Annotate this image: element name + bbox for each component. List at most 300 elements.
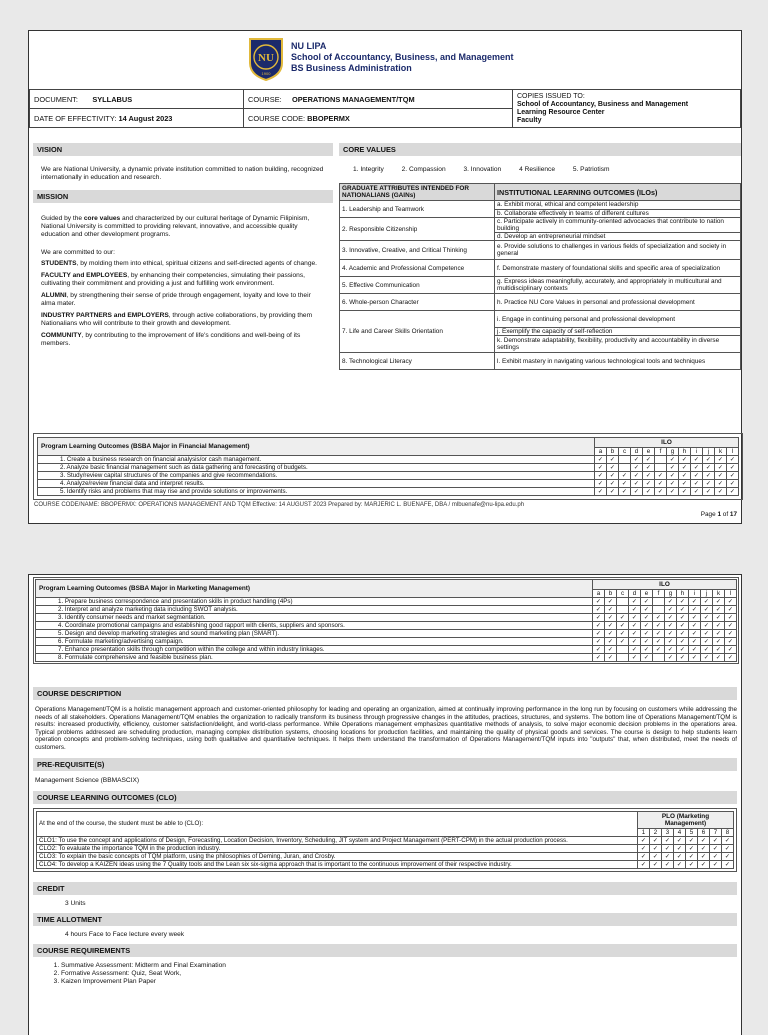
check-mark: ✓ bbox=[686, 852, 698, 860]
check-mark: ✓ bbox=[629, 646, 641, 654]
check-mark: ✓ bbox=[725, 606, 737, 614]
check-mark: ✓ bbox=[701, 614, 713, 622]
time-allotment-title: TIME ALLOTMENT bbox=[33, 913, 737, 926]
time-allotment-text: 4 hours Face to Face lecture every week bbox=[65, 930, 185, 938]
clo-text: CLO1: To use the concept and applications of Design, Forecasting, Location Decision, Inventory, Scheduling, JIT system and Project Management (PERT-CPM) in the actual production process. bbox=[37, 836, 638, 844]
requirements-list bbox=[33, 957, 737, 986]
plo-column-group: ILO bbox=[593, 580, 737, 590]
table-row bbox=[36, 606, 737, 614]
check-mark: ✓ bbox=[689, 646, 701, 654]
check-mark: ✓ bbox=[722, 860, 734, 868]
clo-table bbox=[36, 811, 734, 869]
plo-column-label: i bbox=[689, 590, 701, 598]
check-mark: ✓ bbox=[679, 464, 691, 472]
check-mark: ✓ bbox=[655, 472, 667, 480]
ilo-item: c. Participate actively in community-oriented advocacies that contribute to nation building bbox=[495, 218, 741, 233]
check-mark: ✓ bbox=[691, 464, 703, 472]
plo-column-label: j bbox=[703, 448, 715, 456]
course-description-title: COURSE DESCRIPTION bbox=[33, 687, 737, 700]
plo-outcome-text: 4. Analyze/review financial data and interpret results. bbox=[38, 480, 595, 488]
check-mark: ✓ bbox=[710, 860, 722, 868]
core-values-section bbox=[339, 143, 741, 184]
check-mark: ✓ bbox=[727, 464, 739, 472]
check-mark: ✓ bbox=[710, 852, 722, 860]
core-value: 2. Compassion bbox=[401, 166, 446, 173]
plo-financial-box bbox=[33, 433, 743, 500]
check-mark: ✓ bbox=[701, 654, 713, 662]
nu-seal-logo bbox=[247, 37, 285, 81]
check-mark: ✓ bbox=[722, 836, 734, 844]
check-mark: ✓ bbox=[631, 480, 643, 488]
document-label: DOCUMENT: bbox=[34, 94, 78, 104]
check-mark: ✓ bbox=[665, 606, 677, 614]
plo-column-group: ILO bbox=[595, 438, 739, 448]
check-mark: ✓ bbox=[691, 488, 703, 496]
plo-column-label: b bbox=[605, 590, 617, 598]
vision-mission-column bbox=[33, 143, 333, 349]
check-mark: ✓ bbox=[698, 836, 710, 844]
check-mark: ✓ bbox=[595, 472, 607, 480]
gains-attribute: 1. Leadership and Teamwork bbox=[340, 201, 495, 218]
gains-attribute: 3. Innovative, Creative, and Critical Thinking bbox=[340, 241, 495, 260]
clo-text: CLO4: To develop a KAIZEN ideas using the 7 Quality tools and the Lean six six-sigma approach that is important to the continuous improvement of their respective industry. bbox=[37, 860, 638, 868]
check-mark: ✓ bbox=[677, 638, 689, 646]
program-name: BS Business Administration bbox=[291, 63, 412, 73]
mission-title: MISSION bbox=[33, 190, 333, 203]
plo-marketing-table bbox=[35, 579, 737, 662]
check-mark: ✓ bbox=[638, 844, 650, 852]
empty-cell bbox=[655, 456, 667, 464]
syllabus-page-2 bbox=[28, 574, 742, 1035]
table-row bbox=[37, 836, 734, 844]
requirement-item: 2. Formative Assessment: Quiz, Seat Work, bbox=[61, 970, 737, 978]
effectivity-label: DATE OF EFFECTIVITY: bbox=[34, 113, 117, 123]
check-mark: ✓ bbox=[703, 472, 715, 480]
table-row bbox=[38, 472, 739, 480]
check-mark: ✓ bbox=[641, 614, 653, 622]
plo-column-label: l bbox=[727, 448, 739, 456]
check-mark: ✓ bbox=[595, 480, 607, 488]
mission-item: ALUMNI, by strengthening their sense of pride through engagement, loyalty and love to their alma mater. bbox=[41, 292, 311, 307]
check-mark: ✓ bbox=[727, 488, 739, 496]
check-mark: ✓ bbox=[662, 852, 674, 860]
page-number: Page 1 of 17 bbox=[700, 511, 737, 518]
check-mark: ✓ bbox=[701, 646, 713, 654]
table-row bbox=[36, 598, 737, 606]
check-mark: ✓ bbox=[643, 472, 655, 480]
check-mark: ✓ bbox=[703, 456, 715, 464]
check-mark: ✓ bbox=[641, 606, 653, 614]
mission-item: INDUSTRY PARTNERS and EMPLOYERS, through active collaborations, by providing them Nationalians who will contribute to their growth and development. bbox=[41, 312, 313, 327]
check-mark: ✓ bbox=[619, 480, 631, 488]
check-mark: ✓ bbox=[643, 480, 655, 488]
syllabus-page-1 bbox=[28, 30, 742, 524]
check-mark: ✓ bbox=[725, 598, 737, 606]
check-mark: ✓ bbox=[595, 456, 607, 464]
check-mark: ✓ bbox=[650, 844, 662, 852]
check-mark: ✓ bbox=[701, 606, 713, 614]
table-row bbox=[37, 852, 734, 860]
plo-outcome-text: 5. Identify risks and problems that may rise and provide solutions or improvements. bbox=[38, 488, 595, 496]
plo-column-label: l bbox=[725, 590, 737, 598]
table-row bbox=[38, 488, 739, 496]
check-mark: ✓ bbox=[713, 646, 725, 654]
check-mark: ✓ bbox=[617, 638, 629, 646]
check-mark: ✓ bbox=[689, 614, 701, 622]
check-mark: ✓ bbox=[665, 622, 677, 630]
gains-attribute: 4. Academic and Professional Competence bbox=[340, 260, 495, 277]
check-mark: ✓ bbox=[703, 480, 715, 488]
check-mark: ✓ bbox=[607, 464, 619, 472]
gains-header: GRADUATE ATTRIBUTES INTENDED FOR NATIONALIANS (GAINs) bbox=[340, 184, 495, 201]
plo-column-label: b bbox=[607, 448, 619, 456]
plo-outcome-text: 1. Create a business research on financial analysis/or cash management. bbox=[38, 456, 595, 464]
check-mark: ✓ bbox=[679, 480, 691, 488]
check-mark: ✓ bbox=[715, 480, 727, 488]
check-mark: ✓ bbox=[662, 836, 674, 844]
check-mark: ✓ bbox=[593, 630, 605, 638]
check-mark: ✓ bbox=[710, 836, 722, 844]
check-mark: ✓ bbox=[667, 480, 679, 488]
check-mark: ✓ bbox=[593, 614, 605, 622]
ilo-item: i. Engage in continuing personal and professional development bbox=[495, 311, 741, 328]
requirement-item: 3. Kaizen Improvement Plan Paper bbox=[61, 978, 737, 986]
check-mark: ✓ bbox=[665, 654, 677, 662]
check-mark: ✓ bbox=[593, 598, 605, 606]
check-mark: ✓ bbox=[725, 638, 737, 646]
check-mark: ✓ bbox=[703, 464, 715, 472]
check-mark: ✓ bbox=[638, 836, 650, 844]
check-mark: ✓ bbox=[643, 464, 655, 472]
ilo-item: l. Exhibit mastery in navigating various technological tools and techniques bbox=[495, 353, 741, 370]
plo-outcome-text: 5. Design and develop marketing strategies and sound marketing plan (SMART). bbox=[36, 630, 593, 638]
plo-column-label: f bbox=[655, 448, 667, 456]
plo-column-label: a bbox=[595, 448, 607, 456]
check-mark: ✓ bbox=[605, 654, 617, 662]
check-mark: ✓ bbox=[691, 480, 703, 488]
plo-column-label: c bbox=[619, 448, 631, 456]
table-row bbox=[36, 622, 737, 630]
gains-attribute: 2. Responsible Citizenship bbox=[340, 218, 495, 241]
check-mark: ✓ bbox=[629, 638, 641, 646]
check-mark: ✓ bbox=[641, 646, 653, 654]
check-mark: ✓ bbox=[691, 472, 703, 480]
check-mark: ✓ bbox=[650, 852, 662, 860]
course-value: OPERATIONS MANAGEMENT/TQM bbox=[291, 94, 415, 104]
ilo-item: a. Exhibit moral, ethical and competent leadership bbox=[495, 201, 741, 210]
check-mark: ✓ bbox=[722, 844, 734, 852]
check-mark: ✓ bbox=[595, 464, 607, 472]
check-mark: ✓ bbox=[619, 472, 631, 480]
clo-plo-number: 4 bbox=[674, 828, 686, 836]
svg-text:1900: 1900 bbox=[261, 71, 271, 76]
check-mark: ✓ bbox=[691, 456, 703, 464]
copies-recipient: Faculty bbox=[517, 116, 542, 124]
core-value: 1. Integrity bbox=[353, 166, 384, 173]
check-mark: ✓ bbox=[713, 614, 725, 622]
org-name: NU LIPA bbox=[291, 41, 327, 51]
clo-title: COURSE LEARNING OUTCOMES (CLO) bbox=[33, 791, 737, 804]
plo-outcome-text: 1. Prepare business correspondence and presentation skills in product handling (4Ps) bbox=[36, 598, 593, 606]
clo-plo-header: PLO (Marketing Management) bbox=[638, 811, 734, 828]
check-mark: ✓ bbox=[605, 638, 617, 646]
check-mark: ✓ bbox=[629, 598, 641, 606]
copies-label: COPIES ISSUED TO: bbox=[517, 92, 585, 100]
plo-column-label: d bbox=[631, 448, 643, 456]
vision-title: VISION bbox=[33, 143, 333, 156]
mission-text: Guided by the core values and characterized by our cultural heritage of Dynamic Filipinism, National University is committed to providing relevant, innovative, and accessible quality education and other development programs. bbox=[41, 215, 310, 238]
check-mark: ✓ bbox=[641, 630, 653, 638]
table-row bbox=[36, 654, 737, 662]
check-mark: ✓ bbox=[593, 654, 605, 662]
check-mark: ✓ bbox=[593, 638, 605, 646]
plo-table-title: Program Learning Outcomes (BSBA Major in Marketing Management) bbox=[36, 580, 593, 598]
plo-outcome-text: 8. Formulate comprehensive and feasible business plan. bbox=[36, 654, 593, 662]
check-mark: ✓ bbox=[662, 844, 674, 852]
plo-column-label: e bbox=[643, 448, 655, 456]
core-value: 5. Patriotism bbox=[572, 166, 610, 173]
clo-plo-number: 2 bbox=[650, 828, 662, 836]
check-mark: ✓ bbox=[665, 638, 677, 646]
empty-cell bbox=[653, 598, 665, 606]
prereq-title: PRE-REQUISITE(S) bbox=[33, 758, 737, 771]
gains-attribute: 7. Life and Career Skills Orientation bbox=[340, 311, 495, 353]
check-mark: ✓ bbox=[643, 488, 655, 496]
check-mark: ✓ bbox=[727, 456, 739, 464]
check-mark: ✓ bbox=[725, 646, 737, 654]
check-mark: ✓ bbox=[605, 622, 617, 630]
check-mark: ✓ bbox=[674, 860, 686, 868]
check-mark: ✓ bbox=[629, 622, 641, 630]
check-mark: ✓ bbox=[686, 844, 698, 852]
ilo-item: g. Express ideas meaningfully, accurately, and appropriately in multicultural and multidisciplinary contexts bbox=[495, 277, 741, 294]
table-row bbox=[36, 630, 737, 638]
check-mark: ✓ bbox=[665, 630, 677, 638]
check-mark: ✓ bbox=[686, 836, 698, 844]
check-mark: ✓ bbox=[631, 456, 643, 464]
check-mark: ✓ bbox=[715, 456, 727, 464]
check-mark: ✓ bbox=[631, 472, 643, 480]
check-mark: ✓ bbox=[677, 646, 689, 654]
check-mark: ✓ bbox=[653, 646, 665, 654]
document-info-table bbox=[29, 89, 741, 128]
check-mark: ✓ bbox=[689, 622, 701, 630]
mission-committed: We are committed to our: bbox=[41, 249, 115, 256]
effectivity-value: 14 August 2023 bbox=[118, 113, 173, 123]
check-mark: ✓ bbox=[665, 598, 677, 606]
ilo-item: k. Demonstrate adaptability, flexibility, productivity and accountability in diverse settings bbox=[495, 336, 741, 353]
core-value: 3. Innovation bbox=[463, 166, 502, 173]
table-row bbox=[36, 638, 737, 646]
check-mark: ✓ bbox=[619, 488, 631, 496]
check-mark: ✓ bbox=[593, 646, 605, 654]
core-values-title: CORE VALUES bbox=[339, 143, 741, 156]
plo-column-label: h bbox=[679, 448, 691, 456]
check-mark: ✓ bbox=[650, 836, 662, 844]
check-mark: ✓ bbox=[679, 472, 691, 480]
table-row bbox=[37, 844, 734, 852]
check-mark: ✓ bbox=[713, 622, 725, 630]
check-mark: ✓ bbox=[713, 654, 725, 662]
check-mark: ✓ bbox=[677, 622, 689, 630]
check-mark: ✓ bbox=[698, 844, 710, 852]
check-mark: ✓ bbox=[655, 480, 667, 488]
check-mark: ✓ bbox=[674, 836, 686, 844]
check-mark: ✓ bbox=[689, 598, 701, 606]
clo-box bbox=[33, 808, 737, 872]
check-mark: ✓ bbox=[631, 464, 643, 472]
check-mark: ✓ bbox=[605, 646, 617, 654]
check-mark: ✓ bbox=[617, 622, 629, 630]
document-value: SYLLABUS bbox=[92, 94, 133, 104]
plo-outcome-text: 2. Analyze basic financial management such as data gathering and forecasting of budgets. bbox=[38, 464, 595, 472]
ilo-item: j. Exemplify the capacity of self-reflection bbox=[495, 328, 741, 336]
check-mark: ✓ bbox=[686, 860, 698, 868]
check-mark: ✓ bbox=[715, 472, 727, 480]
check-mark: ✓ bbox=[679, 456, 691, 464]
svg-text:NU: NU bbox=[258, 52, 274, 64]
check-mark: ✓ bbox=[638, 852, 650, 860]
check-mark: ✓ bbox=[607, 488, 619, 496]
check-mark: ✓ bbox=[725, 630, 737, 638]
course-label: COURSE: bbox=[248, 94, 282, 104]
empty-cell bbox=[617, 606, 629, 614]
check-mark: ✓ bbox=[607, 480, 619, 488]
ilo-item: e. Provide solutions to challenges in various fields of specialization and society in general bbox=[495, 241, 741, 260]
gains-attribute: 8. Technological Literacy bbox=[340, 353, 495, 370]
check-mark: ✓ bbox=[629, 606, 641, 614]
check-mark: ✓ bbox=[713, 638, 725, 646]
check-mark: ✓ bbox=[638, 860, 650, 868]
check-mark: ✓ bbox=[607, 472, 619, 480]
check-mark: ✓ bbox=[605, 614, 617, 622]
gains-ilo-table bbox=[339, 183, 741, 370]
plo-column-label: d bbox=[629, 590, 641, 598]
page-footer: COURSE CODE/NAME: BBOPERMX: OPERATIONS MANAGEMENT AND TQM Effective: 14 AUGUST 2023 Prepared by: MARJERIC L. BUENAFE, DBA / mlbuenafe@nu-lipa.edu.ph bbox=[34, 502, 525, 508]
check-mark: ✓ bbox=[653, 630, 665, 638]
check-mark: ✓ bbox=[607, 456, 619, 464]
empty-cell bbox=[655, 464, 667, 472]
check-mark: ✓ bbox=[629, 630, 641, 638]
plo-column-label: j bbox=[701, 590, 713, 598]
check-mark: ✓ bbox=[667, 488, 679, 496]
check-mark: ✓ bbox=[689, 606, 701, 614]
check-mark: ✓ bbox=[653, 638, 665, 646]
course-info-section bbox=[33, 687, 737, 986]
course-description-text: Operations Management/TQM is a holistic management approach and customer-oriented philosophy for leading and operating an organization, aimed at continually improving performance in the long run by focusing on customers while addressing the needs of all stakeholders. Operations Management/TQM enables the organization to radically transform its business through progressive changes in the attitudes, practices, structures, and systems. The bottom line of Operations Management/TQM is results: increased productivity, efficiency, customer satisfaction/delight, and world-class performance. While Operations management emphasizes quantitative methods of analysis, to solve major economic decision problems in the operations area. Typical problems addressed are scheduling production, managing complex distribution systems, choosing locations for production facilities, and maintaining the quality of physical goods and services. The course is design to help students learn operation concepts and problem-solving techniques, using both qualitative and quantitative techniques. It helps them understand the transformation of Operations Management/TQM inputs into "outputs" that, when distributed, meet the needs of customers. bbox=[35, 706, 737, 751]
empty-cell bbox=[617, 646, 629, 654]
clo-plo-number: 5 bbox=[686, 828, 698, 836]
check-mark: ✓ bbox=[595, 488, 607, 496]
empty-cell bbox=[617, 598, 629, 606]
check-mark: ✓ bbox=[713, 606, 725, 614]
plo-column-label: f bbox=[653, 590, 665, 598]
check-mark: ✓ bbox=[665, 646, 677, 654]
check-mark: ✓ bbox=[641, 598, 653, 606]
check-mark: ✓ bbox=[593, 606, 605, 614]
plo-table-title: Program Learning Outcomes (BSBA Major in Financial Management) bbox=[38, 438, 595, 456]
plo-column-label: h bbox=[677, 590, 689, 598]
credit-text: 3 Units bbox=[65, 899, 86, 907]
mission-item: STUDENTS, by molding them into ethical, spiritual citizens and self-directed agents of change. bbox=[41, 260, 317, 267]
check-mark: ✓ bbox=[655, 488, 667, 496]
gains-attribute: 5. Effective Communication bbox=[340, 277, 495, 294]
check-mark: ✓ bbox=[703, 488, 715, 496]
table-row bbox=[37, 860, 734, 868]
check-mark: ✓ bbox=[641, 638, 653, 646]
plo-outcome-text: 7. Enhance presentation skills through competition within the college and within industry linkages. bbox=[36, 646, 593, 654]
check-mark: ✓ bbox=[631, 488, 643, 496]
gains-attribute: 6. Whole-person Character bbox=[340, 294, 495, 311]
plo-column-label: k bbox=[715, 448, 727, 456]
check-mark: ✓ bbox=[677, 630, 689, 638]
vision-text: We are National University, a dynamic private institution committed to nation building, recognized internationally in education and research. bbox=[41, 166, 324, 181]
check-mark: ✓ bbox=[727, 480, 739, 488]
check-mark: ✓ bbox=[641, 622, 653, 630]
check-mark: ✓ bbox=[677, 598, 689, 606]
ilo-header: INSTITUTIONAL LEARNING OUTCOMES (ILOs) bbox=[495, 184, 741, 201]
plo-outcome-text: 3. Identify consumer needs and market segmentation. bbox=[36, 614, 593, 622]
clo-plo-number: 8 bbox=[722, 828, 734, 836]
check-mark: ✓ bbox=[674, 844, 686, 852]
plo-column-label: i bbox=[691, 448, 703, 456]
prereq-text: Management Science (BBMASCIX) bbox=[35, 776, 140, 784]
plo-outcome-text: 3. Study/review capital structures of the companies and give recommendations. bbox=[38, 472, 595, 480]
ilo-item: h. Practice NU Core Values in personal and professional development bbox=[495, 294, 741, 311]
plo-financial-table bbox=[37, 437, 739, 496]
check-mark: ✓ bbox=[643, 456, 655, 464]
check-mark: ✓ bbox=[650, 860, 662, 868]
check-mark: ✓ bbox=[653, 622, 665, 630]
check-mark: ✓ bbox=[641, 654, 653, 662]
core-values-list bbox=[339, 156, 741, 184]
check-mark: ✓ bbox=[667, 464, 679, 472]
empty-cell bbox=[617, 654, 629, 662]
empty-cell bbox=[619, 464, 631, 472]
check-mark: ✓ bbox=[677, 606, 689, 614]
clo-text: CLO3: To explain the basic concepts of TQM platform, using the philosophies of Deming, Juran, and Crosby. bbox=[37, 852, 638, 860]
ilo-item: d. Develop an entrepreneurial mindset bbox=[495, 233, 741, 241]
table-row bbox=[38, 464, 739, 472]
check-mark: ✓ bbox=[593, 622, 605, 630]
mission-item: COMMUNITY, by contributing to the improvement of life's conditions and well-being of its members. bbox=[41, 332, 301, 347]
table-row bbox=[36, 614, 737, 622]
check-mark: ✓ bbox=[713, 630, 725, 638]
plo-column-label: g bbox=[665, 590, 677, 598]
clo-plo-number: 6 bbox=[698, 828, 710, 836]
plo-outcome-text: 4. Coordinate promotional campaigns and establishing good rapport with clients, suppliers and sponsors. bbox=[36, 622, 593, 630]
mission-item: FACULTY and EMPLOYEES, by enhancing their competencies, simulating their passions, cultivating their commitment and providing a just and fulfilling work environment. bbox=[41, 272, 305, 287]
check-mark: ✓ bbox=[722, 852, 734, 860]
clo-plo-number: 3 bbox=[662, 828, 674, 836]
empty-cell bbox=[653, 606, 665, 614]
check-mark: ✓ bbox=[667, 456, 679, 464]
check-mark: ✓ bbox=[698, 860, 710, 868]
plo-column-label: e bbox=[641, 590, 653, 598]
core-value: 4 Resilience bbox=[519, 166, 555, 173]
check-mark: ✓ bbox=[701, 638, 713, 646]
check-mark: ✓ bbox=[679, 488, 691, 496]
check-mark: ✓ bbox=[605, 598, 617, 606]
table-row bbox=[36, 646, 737, 654]
check-mark: ✓ bbox=[677, 614, 689, 622]
check-mark: ✓ bbox=[725, 614, 737, 622]
check-mark: ✓ bbox=[727, 472, 739, 480]
table-row bbox=[38, 456, 739, 464]
check-mark: ✓ bbox=[713, 598, 725, 606]
check-mark: ✓ bbox=[725, 654, 737, 662]
table-row bbox=[38, 480, 739, 488]
